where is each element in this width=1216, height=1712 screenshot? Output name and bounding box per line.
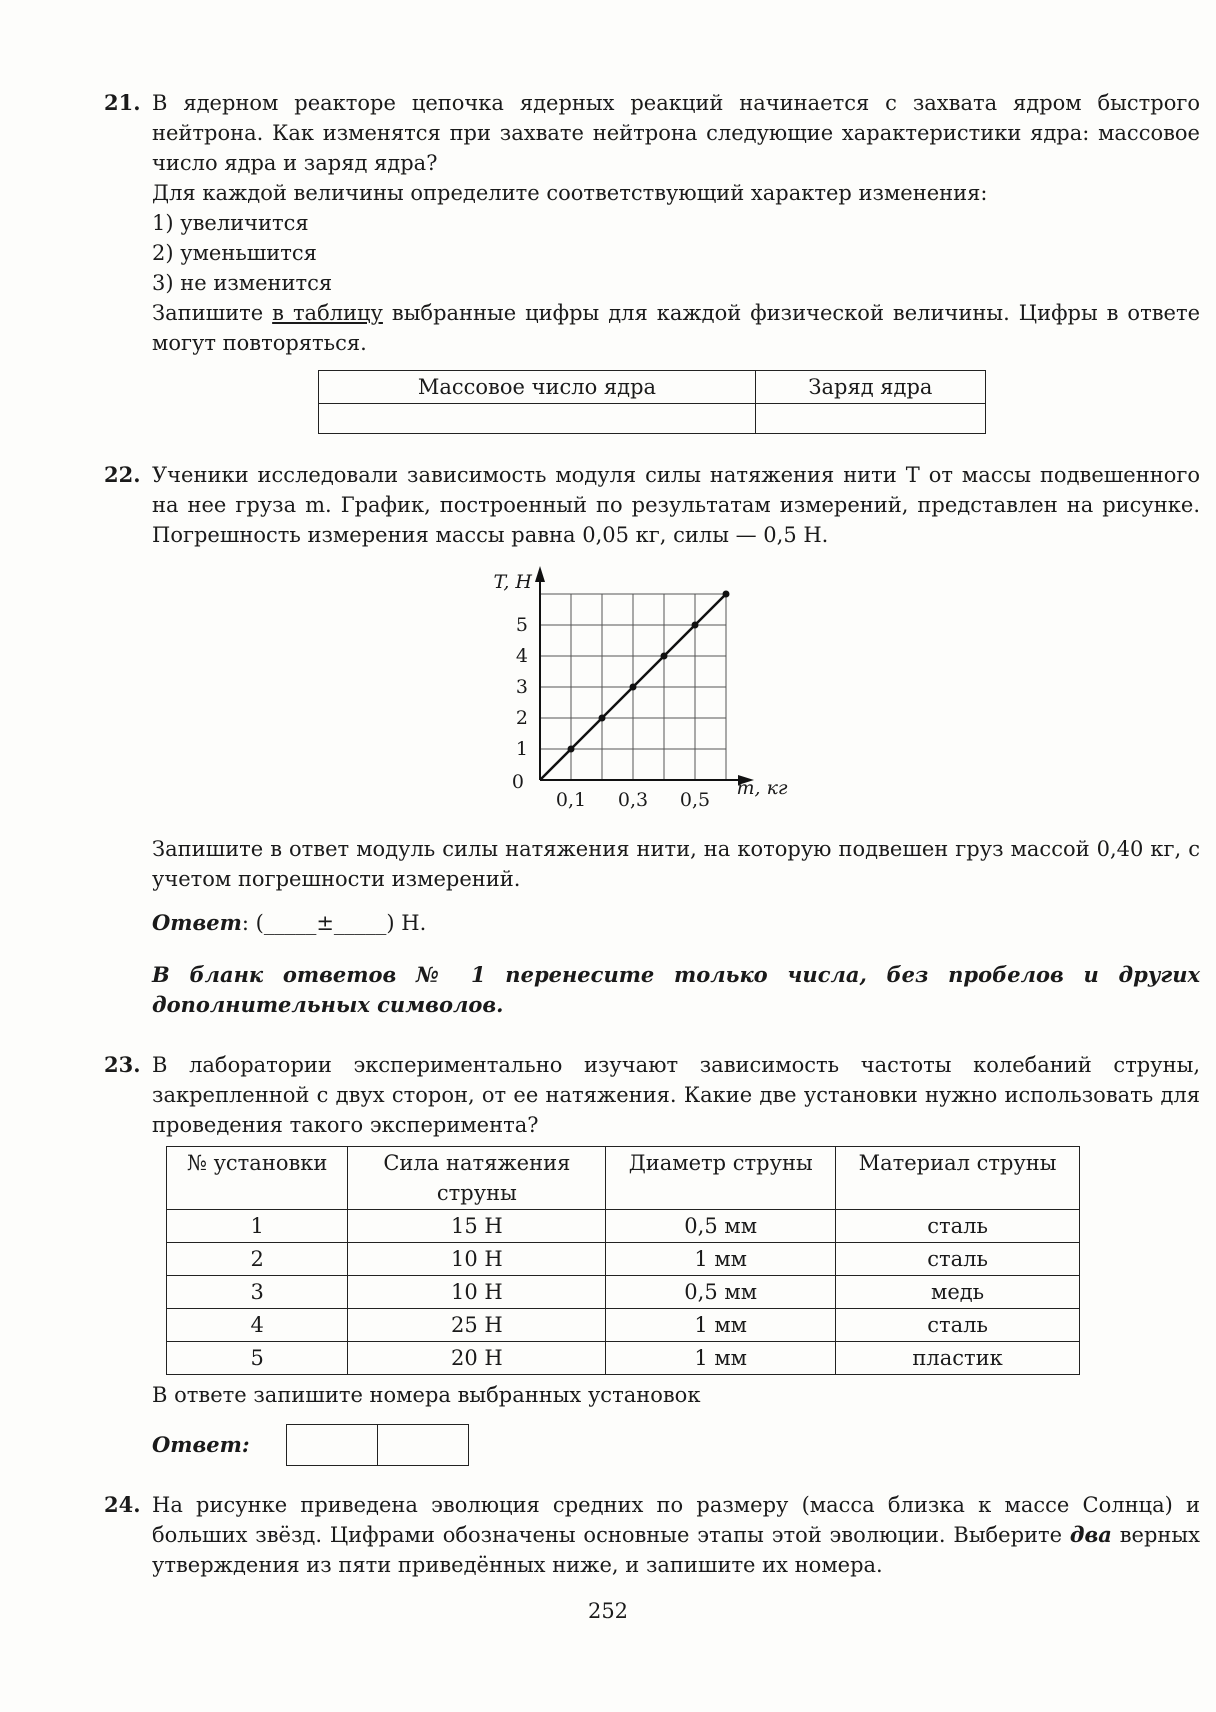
x-axis-label: m, кг	[736, 777, 788, 799]
table-cell: 1 мм	[606, 1309, 836, 1342]
data-point	[661, 653, 668, 660]
data-point	[568, 746, 575, 753]
header-material: Материал струны	[836, 1147, 1080, 1210]
option-2: 2) уменьшится	[152, 241, 317, 265]
x-tick-label: 0,5	[679, 789, 711, 811]
y-axis-label: T, Н	[493, 571, 532, 593]
page-number: 252	[587, 1599, 629, 1623]
table-row	[167, 1309, 1080, 1342]
table-cell: сталь	[836, 1243, 1080, 1276]
answer-cell-mass-number[interactable]	[319, 404, 756, 434]
question-number: 22.	[104, 462, 141, 487]
question-number: 23.	[104, 1052, 141, 1077]
setups-table	[166, 1146, 1080, 1375]
question-22	[104, 460, 1200, 550]
transfer-note: В бланк ответов № 1 перенесите только числа, без пробелов и других дополнительных символов.	[152, 962, 1200, 1017]
table-cell: 25 Н	[348, 1309, 606, 1342]
table-instruction: Запишите в таблицу выбранные цифры для каждой физической величины. Цифры в ответе могут повторяться.	[152, 301, 1200, 355]
answer-box-1[interactable]	[286, 1424, 378, 1466]
question-number: 21.	[104, 90, 141, 115]
header-mass-number: Массовое число ядра	[319, 371, 756, 404]
table-cell: сталь	[836, 1309, 1080, 1342]
answer-box-2[interactable]	[378, 1424, 469, 1466]
table-cell: 2	[167, 1243, 348, 1276]
table-cell: сталь	[836, 1210, 1080, 1243]
table-cell: медь	[836, 1276, 1080, 1309]
y-tick-label: 5	[515, 614, 528, 636]
question-23	[104, 1050, 1200, 1140]
y-tick-label: 2	[515, 707, 528, 729]
option-3: 3) не изменится	[152, 271, 333, 295]
table-row	[167, 1342, 1080, 1375]
table-cell: 1 мм	[606, 1243, 836, 1276]
question-text: В ядерном реакторе цепочка ядерных реакций начинается с захвата ядром быстрого нейтрона. Как изменятся при захвате нейтрона следующие характеристики ядра: массовое число ядра и заряд ядра?	[152, 91, 1200, 175]
table-cell: пластик	[836, 1342, 1080, 1375]
x-tick-label: 0,1	[555, 789, 587, 811]
question-text: На рисунке приведена эволюция средних по размеру (масса близка к массе Солнца) и больших звёзд. Цифрами обозначены основные этапы этой эволюции. Выберите два верных утверждения из пяти приведённых ниже, и запишите их номера.	[152, 1493, 1200, 1577]
data-point	[630, 684, 637, 691]
answer-label: Ответ	[152, 910, 242, 935]
table-cell: 0,5 мм	[606, 1276, 836, 1309]
y-tick-label: 1	[515, 738, 528, 760]
data-point	[692, 622, 699, 629]
table-cell: 4	[167, 1309, 348, 1342]
question-text: В лаборатории экспериментально изучают зависимость частоты колебаний струны, закрепленной с двух сторон, от ее натяжения. Какие две установки нужно использовать для проведения такого эксперимента?	[152, 1053, 1200, 1137]
answer-table	[318, 370, 986, 434]
y-axis-arrow	[535, 566, 545, 582]
table-cell: 20 Н	[348, 1342, 606, 1375]
y-tick-label: 3	[515, 676, 528, 698]
header-setup-number: № установки	[167, 1147, 348, 1210]
answer-instruction: В ответе запишите номера выбранных установок	[152, 1383, 701, 1407]
y-tick-label: 4	[515, 645, 528, 667]
question-24	[104, 1490, 1200, 1580]
table-cell: 15 Н	[348, 1210, 606, 1243]
header-charge: Заряд ядра	[755, 371, 985, 404]
data-point	[599, 715, 606, 722]
question-23-part2	[104, 1380, 1200, 1468]
table-row	[167, 1276, 1080, 1309]
instruction-text: Для каждой величины определите соответствующий характер изменения:	[152, 181, 988, 205]
table-cell: 10 Н	[348, 1243, 606, 1276]
table-cell: 5	[167, 1342, 348, 1375]
question-21	[104, 88, 1200, 399]
option-1: 1) увеличится	[152, 211, 309, 235]
table-cell: 0,5 мм	[606, 1210, 836, 1243]
answer-template[interactable]: : (_____±_____) Н.	[241, 911, 427, 935]
answer-cell-charge[interactable]	[755, 404, 985, 434]
header-tension: Сила натяжения струны	[348, 1147, 606, 1210]
answer-label: Ответ:	[152, 1432, 250, 1457]
table-cell: 1	[167, 1210, 348, 1243]
table-cell: 3	[167, 1276, 348, 1309]
data-point	[723, 591, 730, 598]
question-22-part2	[104, 834, 1200, 1020]
setups-table-body	[167, 1210, 1080, 1375]
question-text: Ученики исследовали зависимость модуля силы натяжения нити T от массы подвешенного на нее груза m. График, построенный по результатам измерений, представлен на рисунке. Погрешность измерения массы равна 0,05 кг, силы — 0,5 Н.	[152, 463, 1200, 547]
table-row	[167, 1210, 1080, 1243]
tension-mass-graph	[470, 562, 810, 812]
origin-label: 0	[511, 771, 524, 793]
question-text-2: Запишите в ответ модуль силы натяжения нити, на которую подвешен груз массой 0,40 кг, с учетом погрешности измерений.	[152, 837, 1200, 891]
table-cell: 1 мм	[606, 1342, 836, 1375]
x-tick-label: 0,3	[617, 789, 649, 811]
table-cell: 10 Н	[348, 1276, 606, 1309]
emphasis-two: два	[1069, 1522, 1112, 1547]
table-row	[167, 1243, 1080, 1276]
answer-line	[152, 908, 1200, 938]
question-number: 24.	[104, 1492, 141, 1517]
header-diameter: Диаметр струны	[606, 1147, 836, 1210]
